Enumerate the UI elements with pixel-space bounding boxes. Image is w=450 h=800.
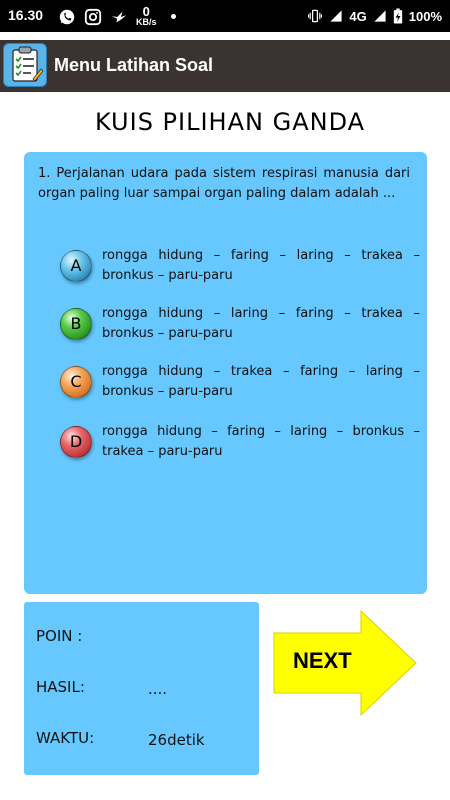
battery-charging-icon <box>393 7 403 25</box>
option-d-button[interactable] <box>60 426 92 458</box>
option-a-letter: A <box>70 256 82 275</box>
next-button[interactable] <box>273 610 417 716</box>
app-bar <box>0 40 450 92</box>
question-panel <box>24 152 427 594</box>
option-d[interactable] <box>60 422 420 462</box>
waktu-value: 26detik <box>148 731 205 749</box>
option-b-button[interactable] <box>60 308 92 340</box>
hasil-label: HASIL: <box>36 678 85 696</box>
question-text: 1. Perjalanan udara pada sistem respirasi manusia dari organ paling luar sampai organ paling dalam adalah ... <box>38 166 410 201</box>
more-notifications-dot <box>171 14 176 19</box>
page-title: KUIS PILIHAN GANDA <box>94 108 366 136</box>
option-b[interactable] <box>60 304 420 344</box>
option-b-letter: B <box>70 314 82 333</box>
waktu-label: WAKTU: <box>36 729 95 747</box>
next-label: NEXT <box>293 648 352 673</box>
status-system-icons <box>307 7 442 25</box>
bird-icon <box>110 8 128 26</box>
status-bar <box>0 0 450 32</box>
status-notification-icons <box>58 6 176 27</box>
score-panel <box>24 602 259 775</box>
instagram-icon <box>84 8 102 26</box>
network-type: 4G <box>349 8 367 24</box>
option-b-text[interactable]: rongga hidung – laring – faring – trakea – bronkus – paru-paru <box>102 306 420 341</box>
hasil-value: .... <box>148 680 168 698</box>
option-d-text[interactable]: rongga hidung – faring – laring – bronkus – trakea – paru-paru <box>102 424 420 459</box>
wifi-signal-icon <box>373 8 387 24</box>
option-c-letter: C <box>70 372 82 391</box>
option-c-button[interactable] <box>60 366 92 398</box>
vibrate-icon <box>307 8 323 24</box>
signal-icon <box>329 8 343 24</box>
option-d-letter: D <box>69 432 83 451</box>
poin-label: POIN : <box>36 627 83 645</box>
option-c[interactable] <box>60 362 420 402</box>
checklist-clipboard-icon <box>3 43 47 87</box>
network-speed-unit: KB/s <box>136 17 157 27</box>
option-a[interactable] <box>60 246 420 286</box>
app-title: Menu Latihan Soal <box>54 55 214 75</box>
whatsapp-icon <box>58 8 76 26</box>
battery-level: 100% <box>408 8 442 24</box>
status-time: 16.30 <box>8 7 44 23</box>
network-speed-value: 0 <box>142 4 150 19</box>
option-a-text[interactable]: rongga hidung – faring – laring – trakea – bronkus – paru-paru <box>102 248 420 283</box>
option-a-button[interactable] <box>60 250 92 282</box>
option-c-text[interactable]: rongga hidung – trakea – faring – laring – bronkus – paru-paru <box>102 364 420 399</box>
network-speed <box>136 6 157 27</box>
